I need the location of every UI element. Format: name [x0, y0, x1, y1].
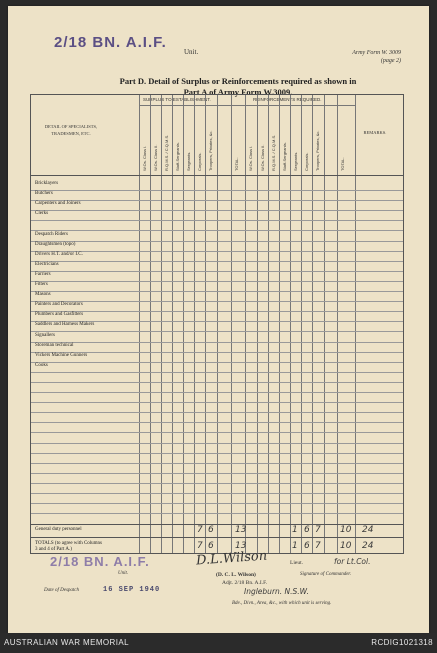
- row-divider: [31, 362, 403, 363]
- column-divider: [337, 95, 338, 553]
- signature-of-commander-label: Signature of Commander.: [300, 572, 352, 577]
- reinforcement-column-header: Troopers, Privates, &c.: [315, 130, 320, 171]
- row-divider: [31, 241, 403, 242]
- totals-value: 24: [362, 541, 374, 551]
- reinforcement-column-header: Corporals.: [304, 152, 309, 171]
- row-divider: [31, 200, 403, 201]
- row-divider: [31, 382, 403, 383]
- row-divider: [31, 412, 403, 413]
- general-duty-value: 1: [292, 525, 298, 535]
- row-divider: [31, 251, 403, 252]
- table-row-label: Signallers: [35, 332, 55, 338]
- footer-unit-label: Unit.: [118, 571, 129, 576]
- details-table: [30, 94, 404, 554]
- row-divider: [31, 291, 403, 292]
- totals-label: [35, 541, 102, 553]
- column-divider: [139, 95, 140, 553]
- remarks-column-header: REMARKS.: [363, 130, 387, 135]
- date-of-despatch-label: Date of Despatch: [44, 588, 79, 593]
- general-duty-label: General duty personnel: [35, 527, 82, 532]
- row-divider: [31, 261, 403, 262]
- group-header-divider: [139, 105, 355, 106]
- table-row-label: Draughtsmen (topo): [35, 241, 76, 247]
- reinforcement-column-header: W.Os. Class II.: [260, 144, 265, 171]
- column-divider: [301, 95, 302, 553]
- surplus-column-header: Staff-Sergeants.: [175, 142, 180, 171]
- table-row-label: Clerks: [35, 211, 49, 217]
- row-divider: [31, 210, 403, 211]
- row-divider: [31, 443, 403, 444]
- totals-value: 13: [235, 541, 247, 551]
- general-duty-value: 7: [315, 525, 321, 535]
- row-divider: [31, 493, 403, 494]
- unit-label: Unit.: [184, 48, 199, 56]
- row-divider: [31, 230, 403, 231]
- table-row-label: Fitters: [35, 282, 48, 287]
- totals-value: 6: [208, 541, 214, 551]
- table-row-label: Saddlers and Harness Makers: [35, 322, 95, 328]
- column-divider: [355, 95, 356, 553]
- archive-name: AUSTRALIAN WAR MEMORIAL: [4, 638, 129, 647]
- table-row-label: Electricians: [35, 261, 59, 267]
- row-divider: [31, 281, 403, 282]
- totals-label-line-1: TOTALS (to agree with Columns: [35, 541, 102, 546]
- page-number: (page 2): [380, 58, 401, 64]
- column-divider: [290, 95, 291, 553]
- column-divider: [205, 95, 206, 553]
- totals-value: 6: [304, 541, 310, 551]
- row-divider: [31, 422, 403, 423]
- column-divider: [257, 95, 258, 553]
- row-divider: [31, 483, 403, 484]
- column-divider: [217, 95, 218, 553]
- reinforcements-group-header: REINFORCEMENTS REQUIRED.: [253, 97, 322, 102]
- adjutant-title: Adjt. 2/18 Bn. A.I.F.: [222, 580, 268, 586]
- general-duty-value: 6: [304, 525, 310, 535]
- table-row-label: Vickers Machine Gunners: [35, 352, 88, 358]
- row-divider: [31, 220, 403, 221]
- table-row-label: Butchers: [35, 191, 53, 197]
- surplus-column-header: Sergeants.: [186, 151, 191, 171]
- column-divider: [194, 95, 195, 553]
- column-divider: [172, 95, 173, 553]
- row-divider: [31, 453, 403, 454]
- reinforcement-column-header: TOTAL.: [340, 157, 345, 171]
- table-row-label: Carpenters and Joiners: [35, 201, 81, 207]
- row-divider: [31, 271, 403, 272]
- archive-footer-bar: [0, 633, 437, 653]
- reinforcement-column-header: W.Os. Class I.: [248, 145, 253, 171]
- totals-label-line-2: 3 and 4 of Part A.): [35, 547, 72, 552]
- table-row-label: Plumbers and Gasfitters: [35, 312, 84, 318]
- rank-lieut: Lieut.: [290, 560, 303, 566]
- row-divider: [31, 402, 403, 403]
- surplus-column-header: TOTAL.: [234, 157, 239, 171]
- row-divider: [31, 372, 403, 373]
- table-row-label: Masons: [35, 292, 51, 298]
- surplus-column-header: Corporals.: [197, 152, 202, 171]
- totals-divider: [31, 537, 403, 538]
- surplus-column-header: R.Q.M.S. / C.Q.M.S.: [164, 134, 169, 171]
- column-divider: [312, 95, 313, 553]
- row-divider: [31, 473, 403, 474]
- totals-value: 7: [315, 541, 321, 551]
- form-number: Army Form W. 3009: [352, 50, 401, 56]
- commander-signature: D.L.Wilson: [195, 548, 268, 569]
- totals-value: 10: [340, 541, 352, 551]
- table-row-label: Painters and Decorators: [35, 302, 83, 308]
- row-divider: [31, 190, 403, 191]
- row-divider: [31, 392, 403, 393]
- surplus-group-header: SURPLUS TO ESTABLISHMENT.: [143, 97, 211, 102]
- table-row-label: Despatch Riders: [35, 231, 68, 237]
- unit-stamp: 2/18 BN. A.I.F.: [54, 34, 167, 51]
- header-divider: [31, 175, 403, 176]
- table-row-label: Farriers: [35, 271, 51, 277]
- printed-name: (D. C. L. Wilson): [216, 572, 256, 578]
- table-row-label: Cooks: [35, 362, 48, 368]
- column-divider: [324, 95, 325, 553]
- location-value: Ingleburn. N.S.W.: [244, 587, 309, 596]
- column-divider: [161, 95, 162, 553]
- general-duty-value: 13: [235, 525, 247, 535]
- form-reference: [352, 49, 401, 65]
- row-divider: [31, 331, 403, 332]
- row-divider: [31, 342, 403, 343]
- location-label: Bde., Divn., Area, &c., with which unit is serving.: [232, 601, 332, 606]
- general-duty-value: 24: [362, 525, 374, 535]
- row-divider: [31, 513, 403, 514]
- row-divider: [31, 311, 403, 312]
- surplus-column-header: W.Os. Class I.: [142, 145, 147, 171]
- row-divider: [31, 463, 403, 464]
- surplus-column-header: W.Os. Class II.: [153, 144, 158, 171]
- archive-id: RCDIG1021318: [371, 638, 433, 647]
- general-duty-value: 6: [208, 525, 214, 535]
- for-lt-col-annotation: for Lt.Col.: [334, 557, 371, 566]
- row-divider: [31, 432, 403, 433]
- general-duty-value: 7: [197, 525, 203, 535]
- date-of-despatch-stamp: 16 SEP 1940: [103, 586, 161, 594]
- column-divider: [183, 95, 184, 553]
- footer-unit-stamp: 2/18 BN. A.I.F.: [50, 554, 150, 569]
- column-divider: [150, 95, 151, 553]
- title-line-2: Part A of Army Form W.3009.: [183, 87, 293, 97]
- column-divider: [245, 95, 246, 553]
- reinforcement-column-header: Sergeants.: [293, 151, 298, 171]
- totals-value: 1: [292, 541, 298, 551]
- column-divider: [279, 95, 280, 553]
- column-divider: [231, 95, 232, 553]
- title-line-1: Part D. Detail of Surplus or Reinforcements required as shown in: [119, 76, 357, 86]
- table-row-label: Bricklayers: [35, 181, 59, 186]
- totals-value: 7: [197, 541, 203, 551]
- reinforcement-column-header: Staff-Sergeants.: [282, 142, 287, 171]
- surplus-column-header: Troopers, Privates, &c.: [208, 130, 213, 171]
- reinforcement-column-header: R.Q.M.S. / C.Q.M.S.: [271, 134, 276, 171]
- column-divider: [268, 95, 269, 553]
- row-divider: [31, 301, 403, 302]
- table-row-label: Drivers H.T. and/or I.C.: [35, 251, 83, 257]
- general-duty-value: 10: [340, 525, 352, 535]
- table-row-label: Storeman technical: [35, 342, 74, 348]
- detail-column-header: DETAIL OF SPECIALISTS, TRADESMEN, ETC.: [44, 124, 98, 136]
- row-divider: [31, 503, 403, 504]
